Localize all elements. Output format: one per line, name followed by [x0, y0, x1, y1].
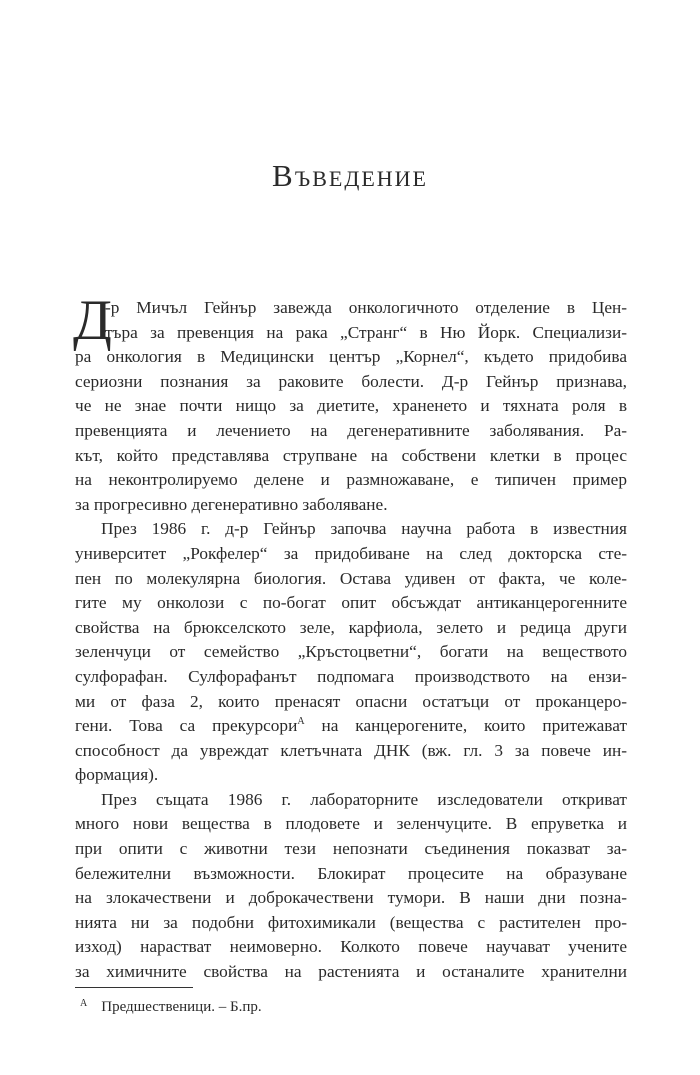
text-line: ми от фаза 2, които пренасят опасни остатъци от проканцеро- — [75, 691, 627, 711]
text-line: През същата 1986 г. лабораторните изследователи откриват — [101, 789, 627, 809]
text-line: формация). — [75, 765, 159, 785]
text-line: за прогресивно дегенеративно заболяване. — [75, 494, 388, 514]
footnote-text: Предшественици. – Б.пр. — [101, 999, 262, 1015]
text-line: кът, който представлява струпване на собствени клетки в процес — [75, 445, 627, 465]
footnote-reference[interactable]: А — [297, 716, 305, 728]
text-line: нията ни за подобни фитохимикали (вещества с растителен про- — [75, 912, 627, 932]
text-line: изход) нарастват неимоверно. Колкото повече научават учените — [75, 937, 627, 957]
text-line: свойства на брюкселското зеле, карфиола, зелето и редица други — [75, 617, 627, 637]
text-line: търа за превенция на рака „Странг“ в Ню Йорк. Специализи- — [105, 322, 627, 342]
paragraph-2 — [75, 517, 627, 788]
text-line: сериозни познания за раковите болести. Д-р Гейнър признава, — [75, 371, 627, 391]
footnote-mark: А — [80, 998, 88, 1009]
text-line: че не знае почти нищо за диетите, храненето и тяхната роля в — [75, 396, 627, 416]
text-line — [75, 714, 627, 739]
text-line: зеленчуци от семейство „Кръстоцветни“, богати на веществото — [75, 642, 627, 662]
footnote-divider — [75, 987, 193, 988]
paragraph-1 — [73, 289, 627, 517]
body-text — [73, 289, 627, 985]
text-line: при опити с животни тези непознати съединения показват за- — [75, 839, 627, 859]
text-line: През 1986 г. д-р Гейнър започва научна работа в известния — [101, 519, 627, 539]
text-line: гите му онколози с по-богат опит обсъждат антиканцерогенните — [75, 593, 627, 613]
text-line: университет „Рокфелер“ за придобиване на след докторска сте- — [75, 543, 627, 563]
text-line: за химичните свойства на растенията и останалите хранителни — [75, 962, 627, 982]
footnote — [80, 998, 262, 1016]
drop-cap: Д — [73, 289, 112, 352]
text-line: -р Мичъл Гейнър завежда онкологичното отделение в Цен- — [105, 298, 627, 317]
chapter-title: Въведение — [272, 158, 428, 193]
text-segment: на канцерогените, които притежават — [321, 716, 627, 736]
text-segment: гени. Това са прекурсори — [75, 716, 298, 736]
text-line: ра онкология в Медицински център „Корнел“, където придобива — [75, 347, 627, 367]
text-line: на злокачествени и доброкачествени тумори. В наши дни позна- — [75, 888, 627, 908]
text-line: способност да увреждат клетъчната ДНК (вж. гл. 3 за повече ин- — [75, 740, 627, 760]
text-line: пен по молекулярна биология. Остава удивен от факта, че коле- — [75, 568, 627, 588]
text-line: бележителни възможности. Блокират процесите на образуване — [75, 863, 627, 883]
text-line: на неконтролируемо делене и размножаване, е типичен пример — [75, 470, 627, 490]
paragraph-3 — [75, 788, 627, 985]
text-line: превенцията и лечението на дегенеративните заболявания. Ра- — [75, 420, 627, 440]
text-line: много нови вещества в плодовете и зеленчуците. В епруветка и — [75, 814, 627, 834]
text-line: сулфорафан. Сулфорафанът подпомага производството на ензи- — [75, 666, 627, 686]
